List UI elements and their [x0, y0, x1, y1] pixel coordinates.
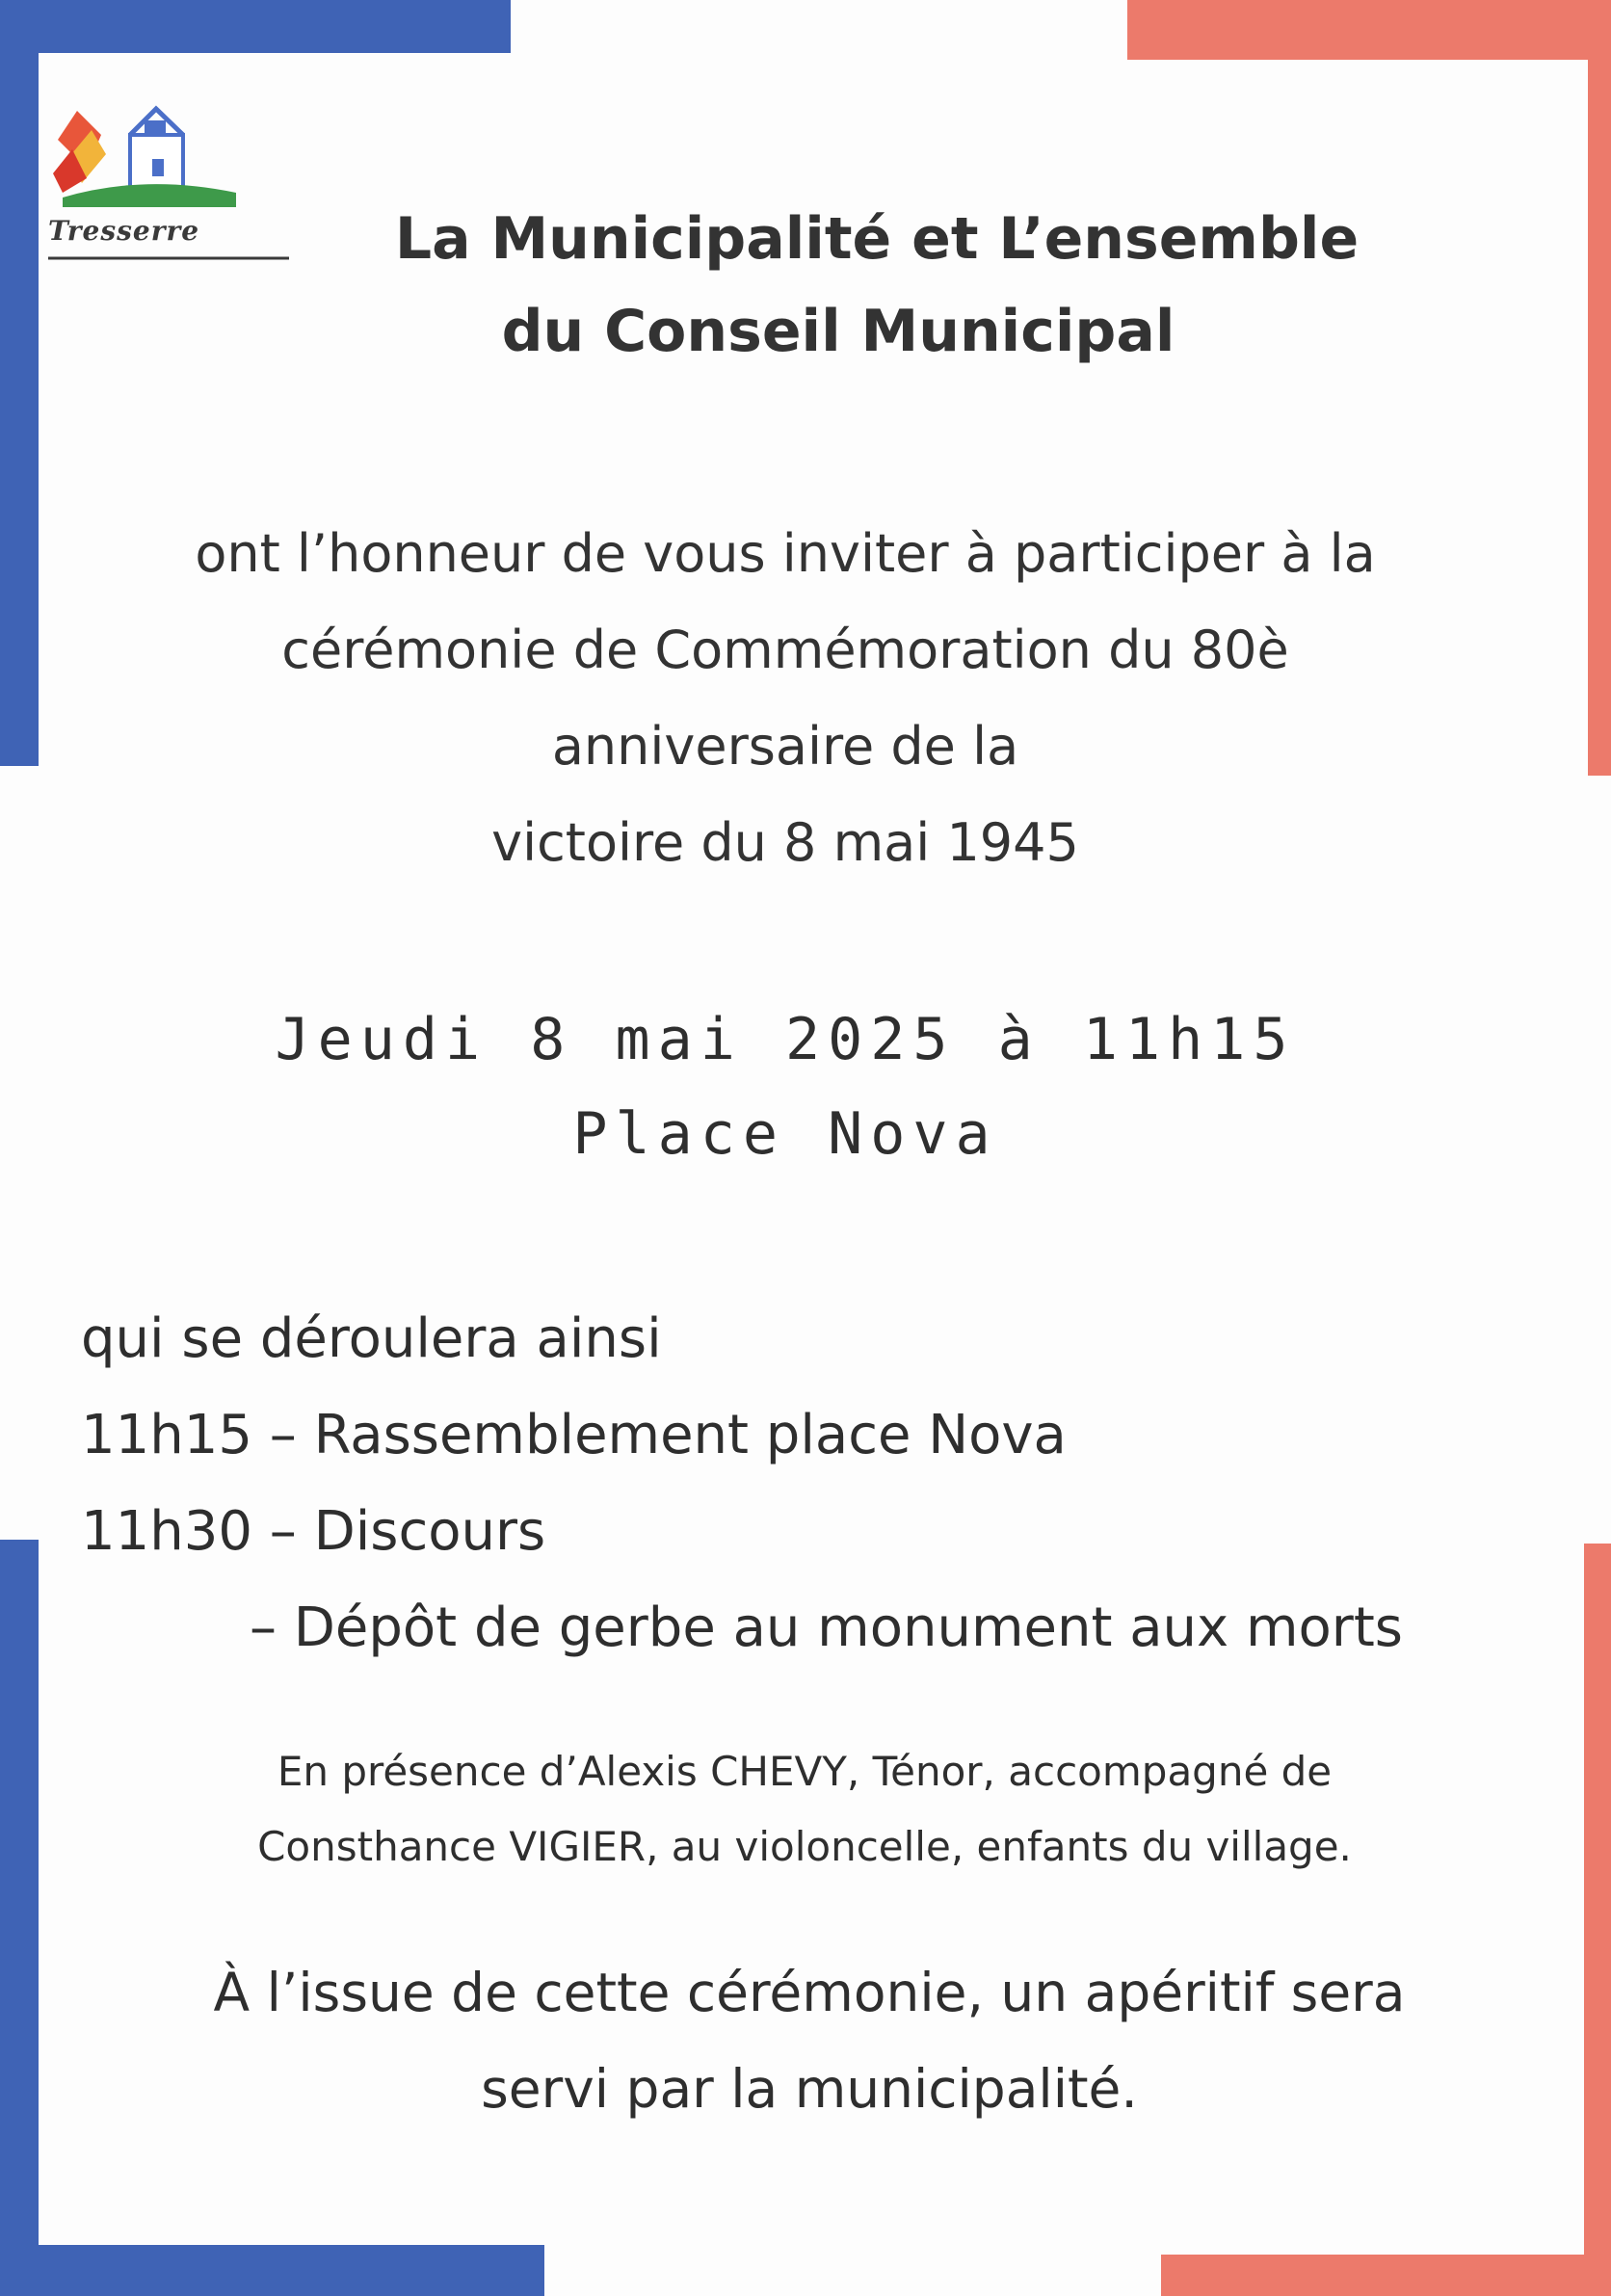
red-border-bottom-right-vertical: [1584, 1544, 1611, 2296]
red-border-top-right-horizontal: [1127, 0, 1611, 60]
title-line-1: La Municipalité et L’ensemble: [394, 205, 1360, 273]
event-datetime: Jeudi 8 mai 2025 à 11h15: [275, 1006, 1296, 1073]
invitation-line-1: ont l’honneur de vous inviter à participer à la: [195, 523, 1376, 584]
closing-line-1: À l’issue de cette cérémonie, un apéritif sera: [213, 1962, 1406, 2023]
blue-border-top-left-horizontal: [0, 0, 511, 53]
title-line-2: du Conseil Municipal: [501, 298, 1175, 365]
invitation-line-3: anniversaire de la: [551, 716, 1019, 777]
closing-line-2: servi par la municipalité.: [481, 2058, 1138, 2120]
presence-line-1: En présence d’Alexis CHEVY, Ténor, accompagné de: [277, 1748, 1333, 1795]
programme-list: [81, 1291, 1526, 1676]
invitation-line-4: victoire du 8 mai 1945: [491, 812, 1079, 873]
presence-note: [77, 1734, 1532, 1885]
invitation-text: [96, 506, 1474, 891]
page-title: [289, 193, 1407, 378]
closing-note: [77, 1944, 1542, 2137]
municipality-logo: [48, 101, 299, 265]
event-details: [193, 992, 1378, 1181]
programme-item: 11h30 – Discours: [81, 1500, 546, 1563]
presence-line-2: Consthance VIGIER, au violoncelle, enfants du village.: [257, 1823, 1352, 1870]
programme-item: 11h15 – Rassemblement place Nova: [81, 1404, 1067, 1466]
logo-underline-icon: [48, 253, 299, 263]
blue-border-top-left-vertical: [0, 0, 39, 766]
red-border-top-right-vertical: [1588, 0, 1611, 776]
invitation-line-2: cérémonie de Commémoration du 80è: [281, 620, 1289, 680]
village-church-logo-icon: [48, 101, 241, 207]
red-border-bottom-right-horizontal: [1161, 2255, 1611, 2296]
blue-border-bottom-left-horizontal: [0, 2245, 544, 2296]
logo-wordmark: Tresserre: [48, 215, 200, 247]
blue-border-bottom-left-vertical: [0, 1540, 39, 2296]
programme-intro: qui se déroulera ainsi: [81, 1307, 662, 1370]
programme-item: – Dépôt de gerbe au monument aux morts: [250, 1597, 1403, 1659]
event-place: Place Nova: [572, 1100, 998, 1168]
